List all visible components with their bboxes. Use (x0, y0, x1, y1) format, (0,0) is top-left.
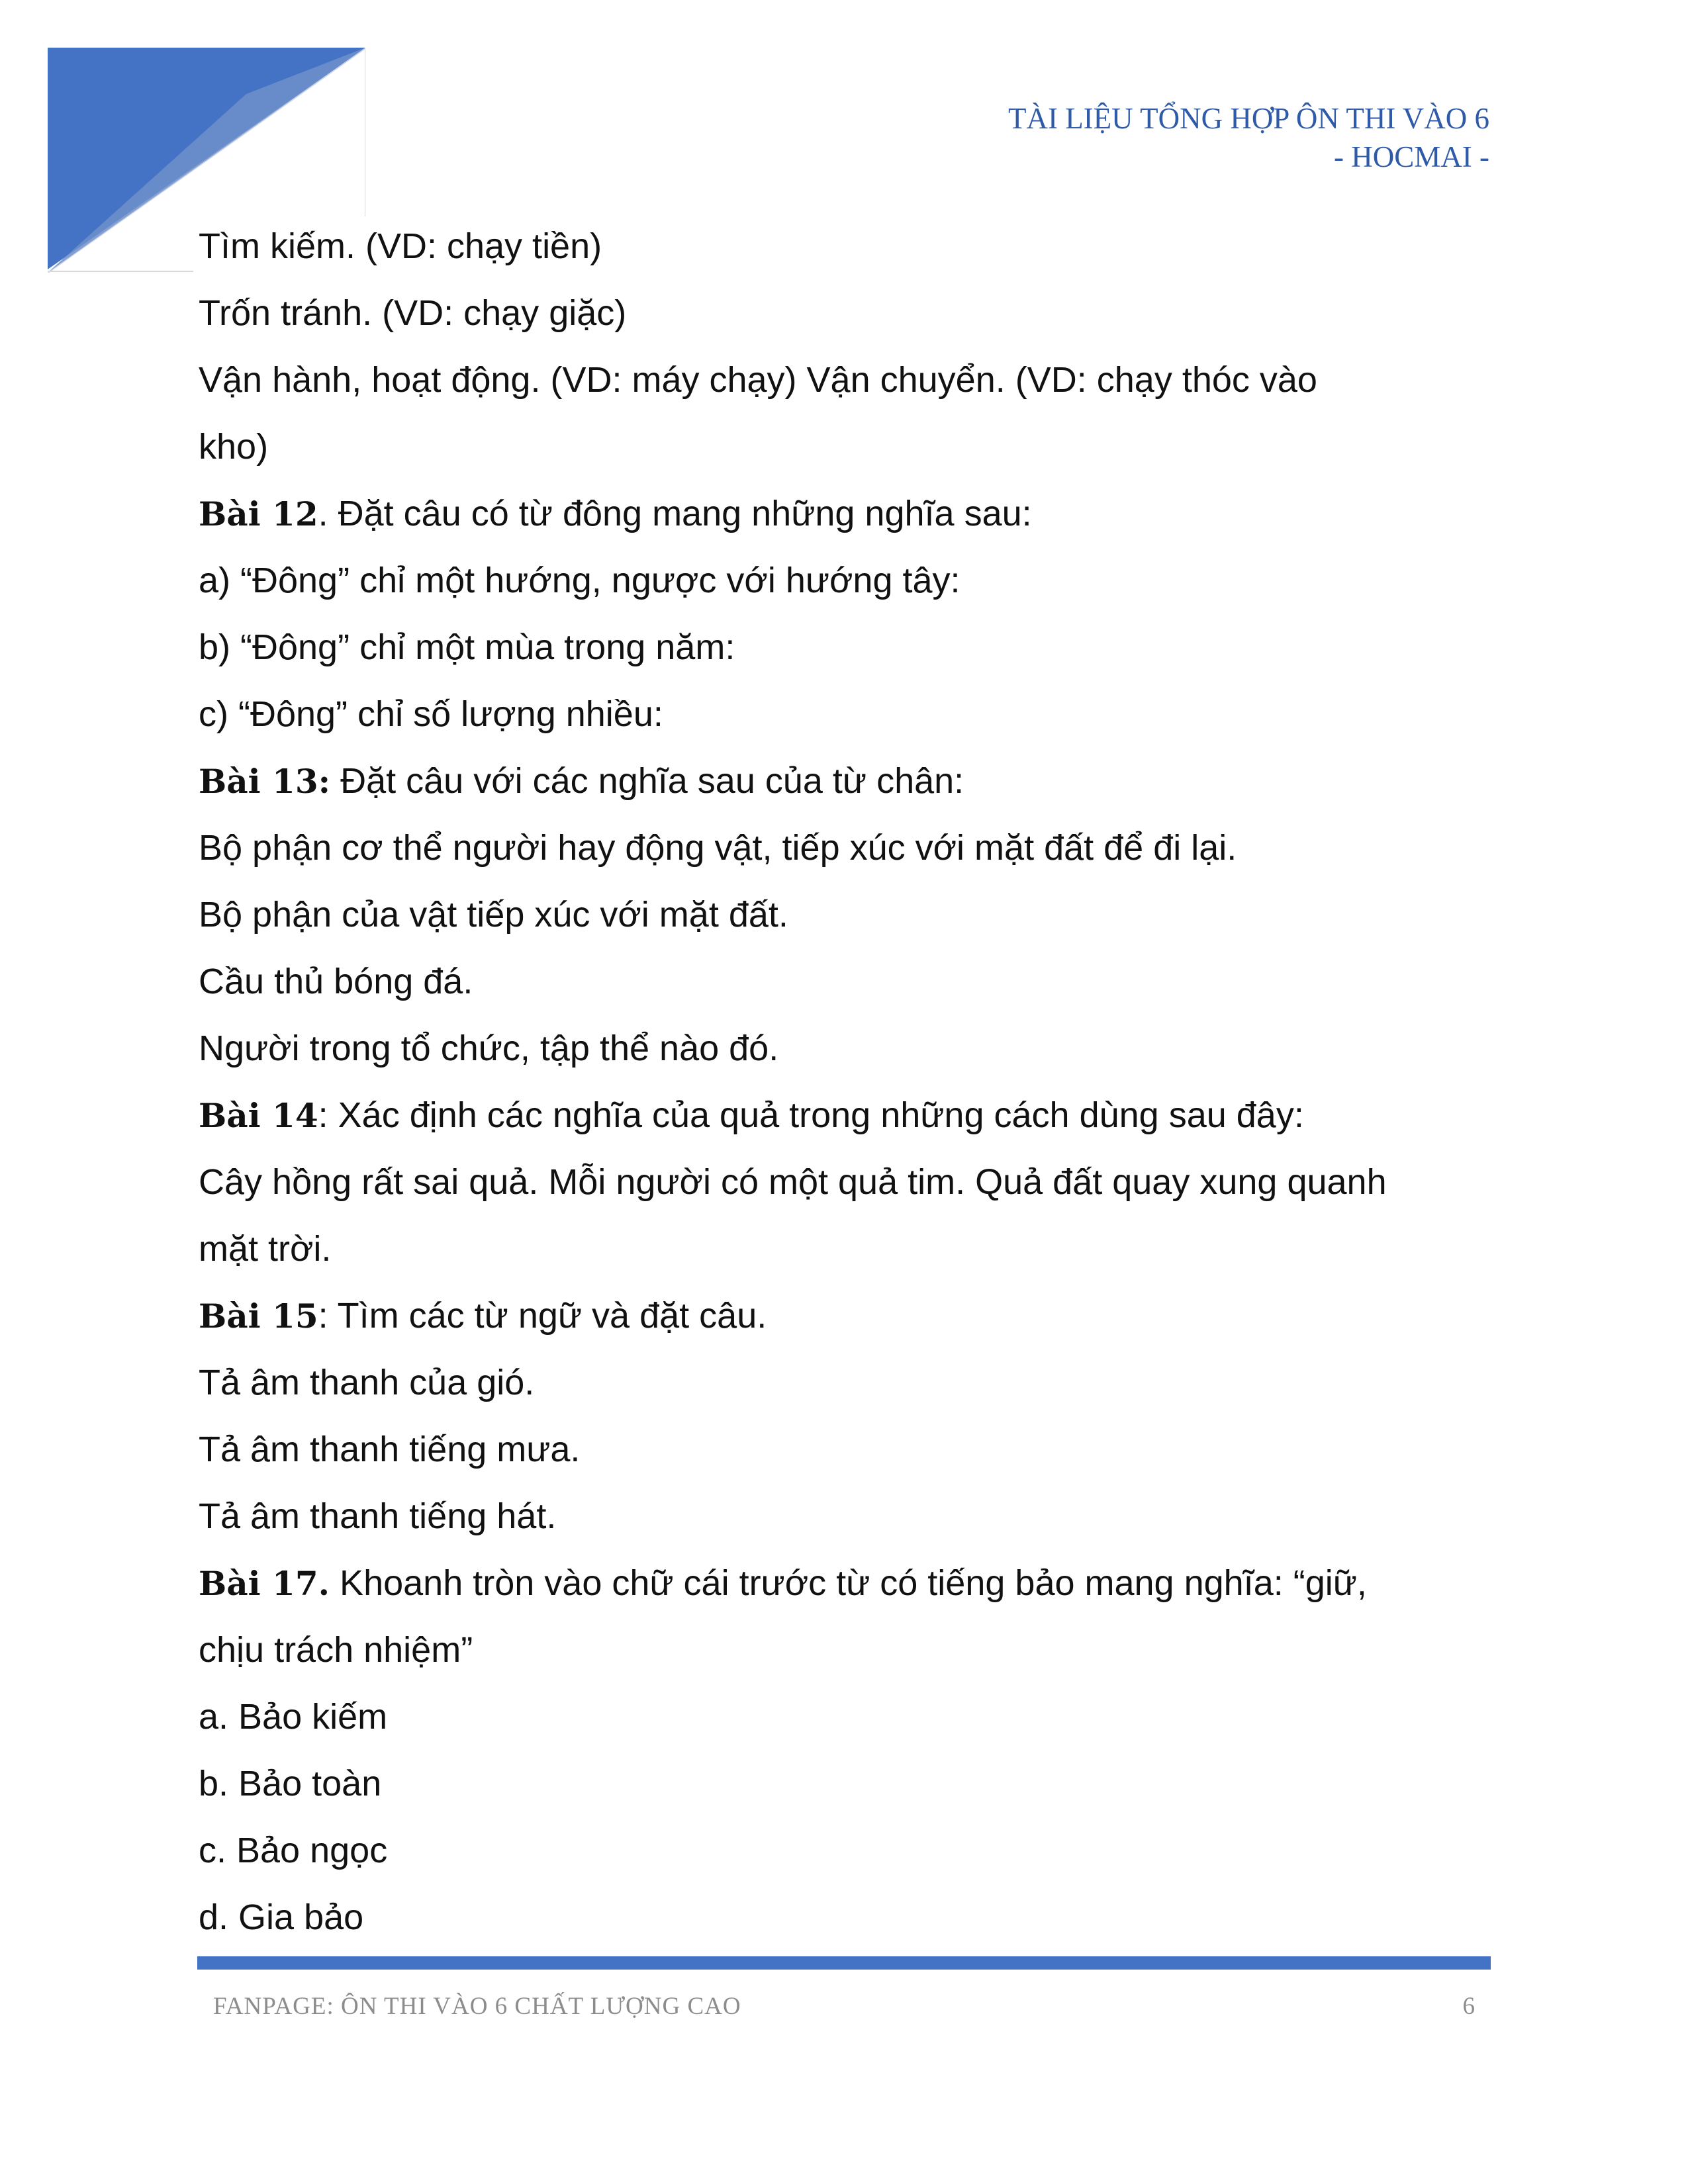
line-text: Cầu thủ bóng đá. (199, 962, 473, 1001)
exercise-heading (199, 748, 1489, 815)
text-line (199, 1884, 1489, 1951)
text-line (199, 614, 1489, 681)
text-line (199, 414, 1489, 480)
line-text: d. Gia bảo (199, 1897, 364, 1937)
page-number: 6 (1462, 1993, 1475, 2020)
text-line (199, 1817, 1489, 1884)
text-line (199, 213, 1489, 280)
header-subtitle: - HOCMAI - (1334, 140, 1489, 173)
exercise-label: Bài 17. (199, 1564, 330, 1603)
document-header (1008, 99, 1489, 176)
text-line (199, 1751, 1489, 1817)
exercise-label: Bài 14 (199, 1096, 318, 1135)
line-text: a. Bảo kiếm (199, 1697, 388, 1737)
line-text: c) “Đông” chỉ số lượng nhiều: (199, 694, 663, 734)
text-line (199, 1416, 1489, 1483)
line-text: Người trong tổ chức, tập thể nào đó. (199, 1028, 779, 1068)
footer-rule (197, 1956, 1491, 1970)
exercise-label: Bài 15 (199, 1297, 318, 1336)
text-line (199, 280, 1489, 347)
line-text: Vận hành, hoạt động. (VD: máy chạy) Vận chuyển. (VD: chạy thóc vào (199, 360, 1317, 400)
header-title: TÀI LIỆU TỔNG HỢP ÔN THI VÀO 6 (1008, 102, 1489, 135)
text-line (199, 1149, 1489, 1216)
exercise-label: Bài 13: (199, 762, 331, 801)
line-text: Bộ phận cơ thể người hay động vật, tiếp xúc với mặt đất để đi lại. (199, 828, 1237, 868)
line-text: Khoanh tròn vào chữ cái trước từ có tiếng bảo mang nghĩa: “giữ, (330, 1563, 1367, 1603)
document-body (199, 213, 1489, 1951)
footer-fanpage: FANPAGE: ÔN THI VÀO 6 CHẤT LƯỢNG CAO (213, 1993, 741, 2020)
exercise-heading (199, 1082, 1489, 1149)
line-text: Bộ phận của vật tiếp xúc với mặt đất. (199, 895, 788, 934)
text-line (199, 347, 1489, 414)
line-text: : Tìm các từ ngữ và đặt câu. (318, 1296, 767, 1336)
text-line (199, 948, 1489, 1015)
line-text: b) “Đông” chỉ một mùa trong năm: (199, 627, 735, 667)
exercise-heading (199, 1550, 1489, 1617)
line-text: Tả âm thanh tiếng mưa. (199, 1430, 581, 1469)
text-line (199, 1483, 1489, 1550)
line-text: : Xác định các nghĩa của quả trong những cách dùng sau đây: (318, 1095, 1304, 1135)
text-line (199, 547, 1489, 614)
line-text: Tả âm thanh tiếng hát. (199, 1496, 557, 1536)
exercise-heading (199, 480, 1489, 547)
exercise-heading (199, 1283, 1489, 1349)
line-text: Cây hồng rất sai quả. Mỗi người có một quả tim. Quả đất quay xung quanh (199, 1162, 1387, 1202)
text-line (199, 681, 1489, 748)
line-text: . Đặt câu có từ đông mang những nghĩa sau: (318, 494, 1032, 533)
line-text: Trốn tránh. (VD: chạy giặc) (199, 293, 627, 333)
line-text: b. Bảo toàn (199, 1764, 382, 1803)
text-line (199, 1617, 1489, 1684)
text-line (199, 1015, 1489, 1082)
line-text: mặt trời. (199, 1229, 332, 1269)
text-line (199, 815, 1489, 882)
text-line (199, 882, 1489, 948)
line-text: chịu trách nhiệm” (199, 1630, 473, 1670)
text-line (199, 1684, 1489, 1751)
exercise-label: Bài 12 (199, 494, 318, 533)
text-line (199, 1216, 1489, 1283)
line-text: Tìm kiếm. (VD: chạy tiền) (199, 226, 602, 266)
line-text: kho) (199, 427, 269, 467)
line-text: a) “Đông” chỉ một hướng, ngược với hướng tây: (199, 561, 961, 600)
text-line (199, 1349, 1489, 1416)
line-text: Tả âm thanh của gió. (199, 1363, 535, 1402)
line-text: Đặt câu với các nghĩa sau của từ chân: (330, 761, 964, 801)
line-text: c. Bảo ngọc (199, 1831, 388, 1870)
